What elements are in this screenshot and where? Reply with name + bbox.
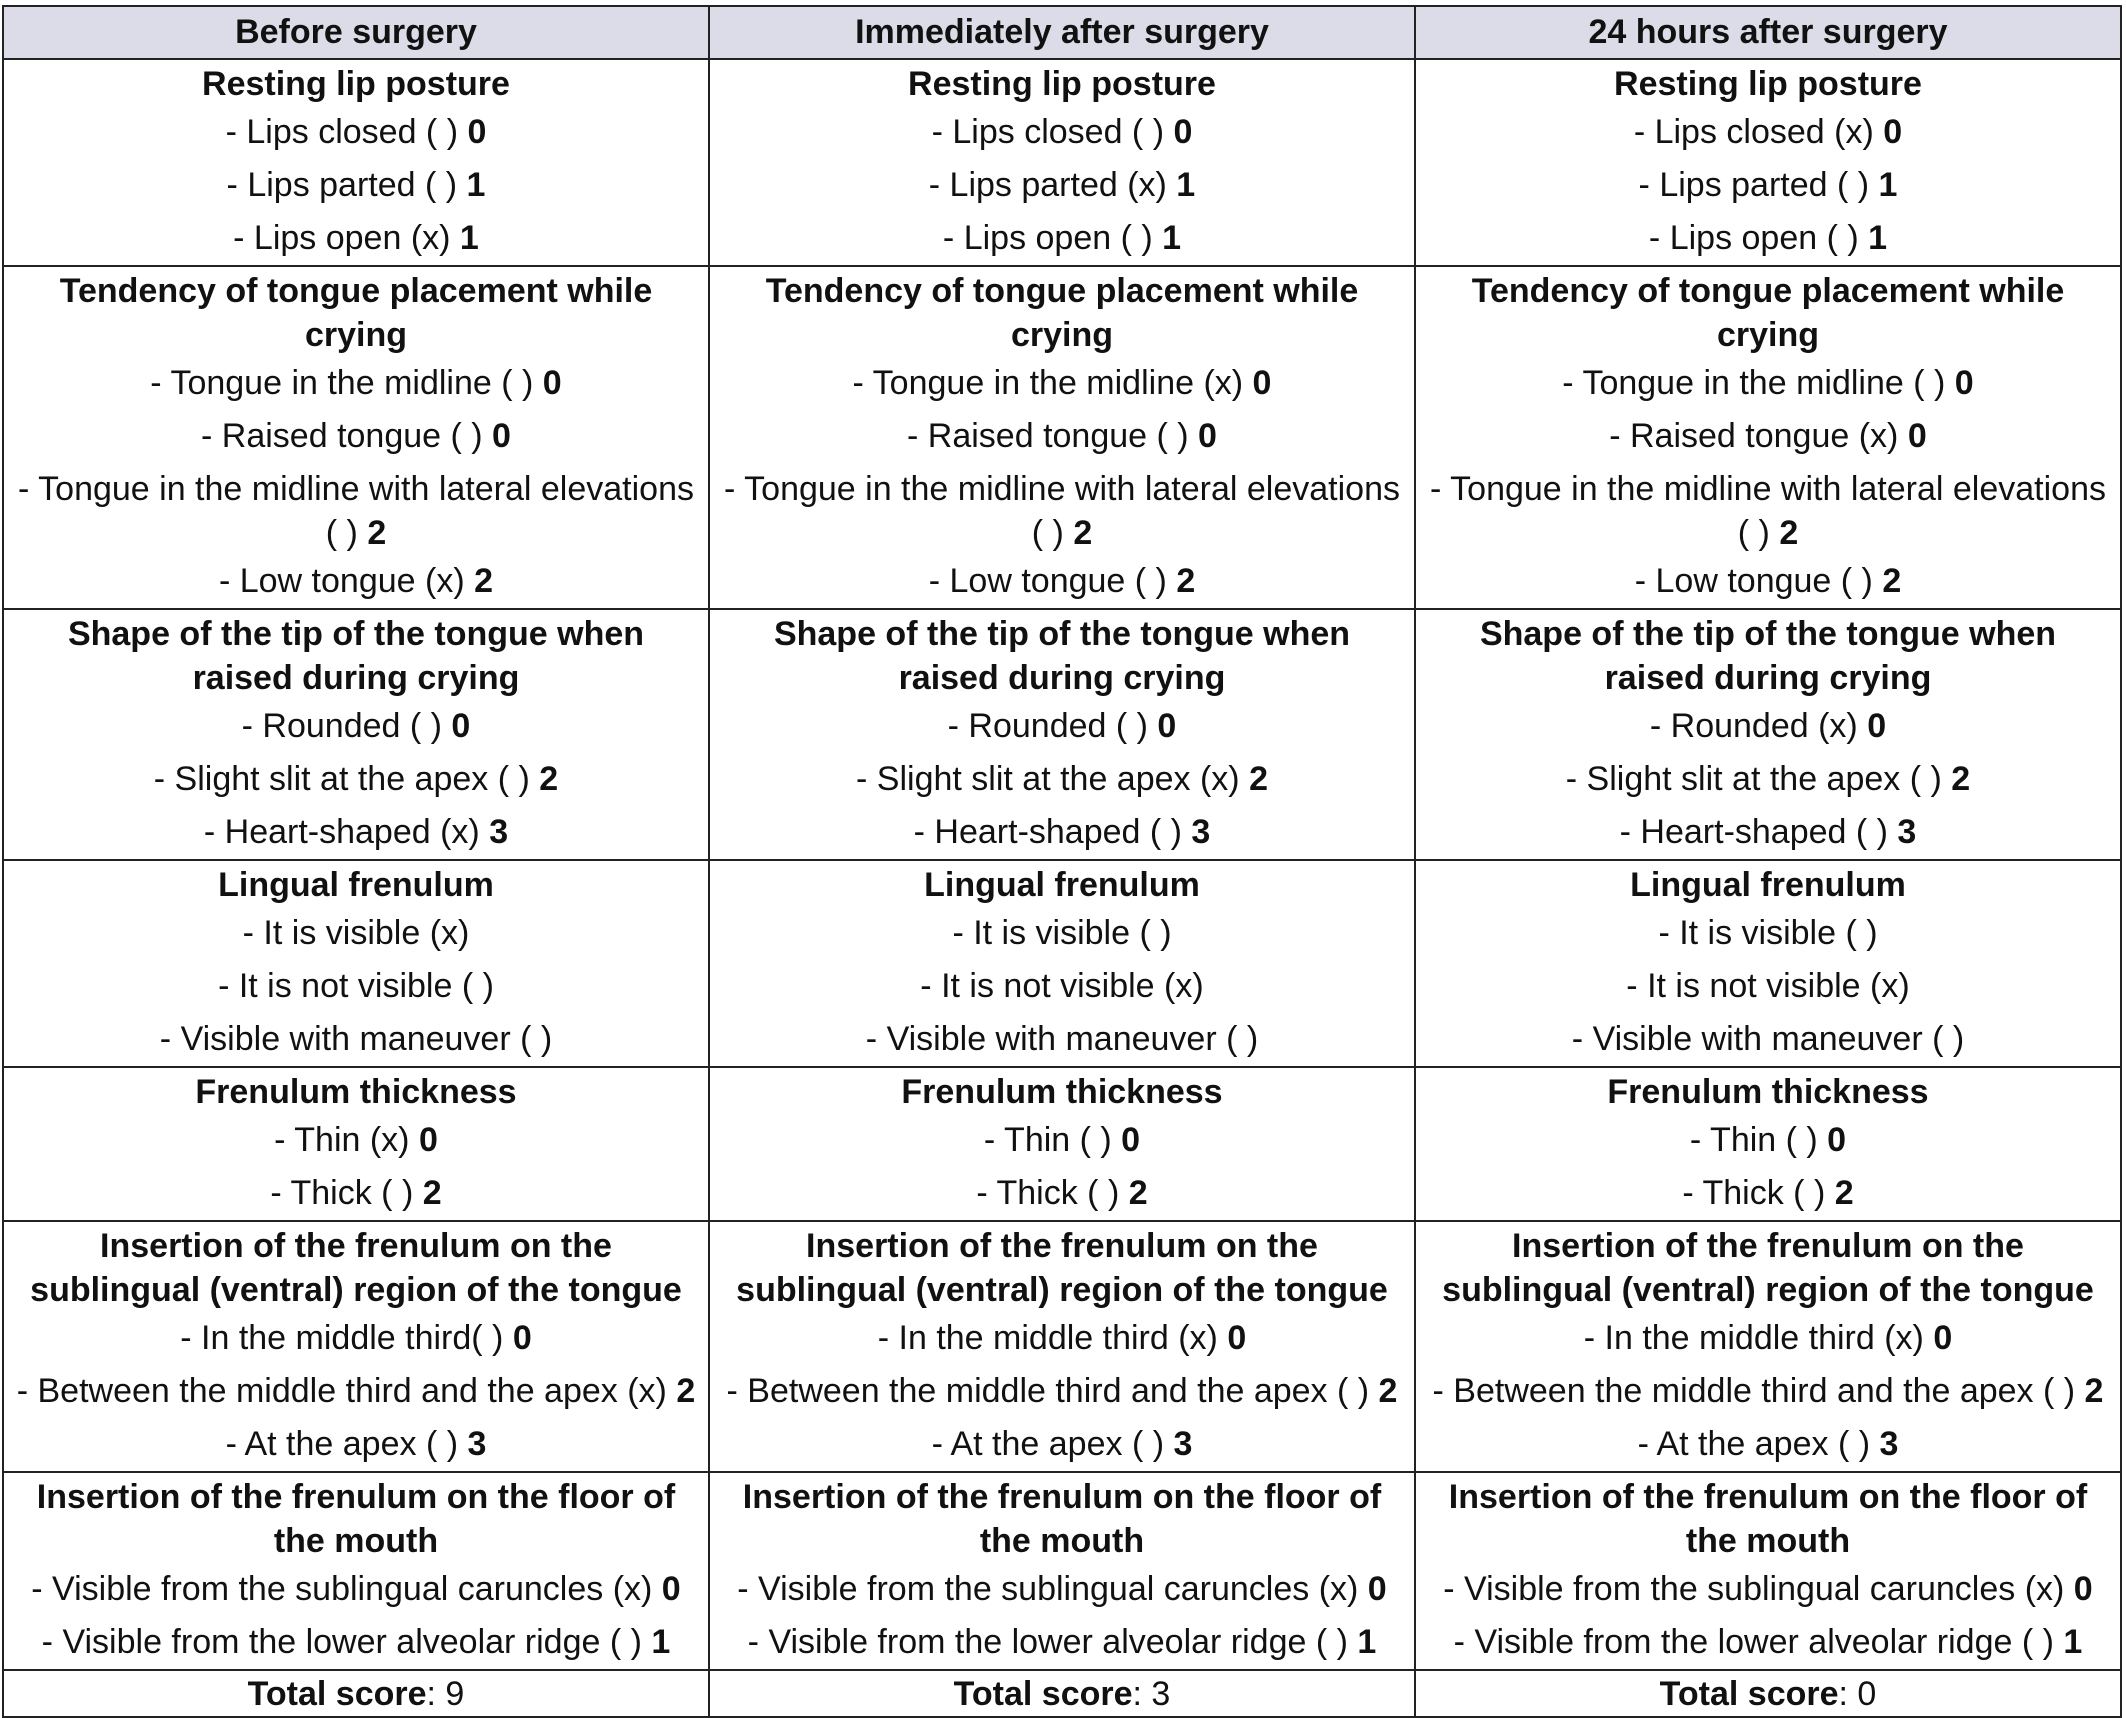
option-line bbox=[1428, 1167, 2108, 1220]
option-score: 0 bbox=[2073, 1570, 2093, 1608]
option-line bbox=[1428, 106, 2108, 159]
section-cell-24h-after bbox=[1415, 609, 2121, 860]
section-cell-before bbox=[3, 59, 709, 266]
section-cell-before bbox=[3, 1221, 709, 1472]
option-score: 1 bbox=[651, 1623, 671, 1661]
option-line bbox=[16, 1418, 696, 1471]
section-title: Frenulum thickness bbox=[1607, 1073, 1929, 1111]
option-text: - Thick ( ) bbox=[976, 1174, 1129, 1212]
option-score: 0 bbox=[1933, 1319, 1953, 1357]
section-row bbox=[3, 1067, 2121, 1221]
option-line bbox=[722, 1013, 1402, 1066]
option-line bbox=[722, 1167, 1402, 1220]
section-title: Tendency of tongue placement while crying bbox=[765, 272, 1359, 354]
option-score: 1 bbox=[1357, 1623, 1377, 1661]
option-score: 0 bbox=[512, 1319, 532, 1357]
total-row bbox=[3, 1670, 2121, 1717]
option-score: 3 bbox=[1879, 1425, 1899, 1463]
option-line bbox=[16, 700, 696, 753]
option-text: - Heart-shaped (x) bbox=[203, 813, 490, 851]
option-text: - Slight slit at the apex ( ) bbox=[1565, 760, 1952, 798]
option-text: - Thin ( ) bbox=[1689, 1121, 1828, 1159]
option-line bbox=[1428, 1563, 2108, 1616]
option-text: - Low tongue ( ) bbox=[1634, 562, 1883, 600]
option-text: - It is visible ( ) bbox=[1658, 914, 1878, 952]
option-score: 2 bbox=[367, 514, 387, 552]
option-line bbox=[722, 806, 1402, 859]
total-score-value: : 0 bbox=[1838, 1675, 1877, 1713]
section-cell-before bbox=[3, 1067, 709, 1221]
section-cell-before bbox=[3, 609, 709, 860]
option-line bbox=[722, 463, 1402, 555]
option-score: 0 bbox=[1827, 1121, 1847, 1159]
section-title: Frenulum thickness bbox=[901, 1073, 1223, 1111]
option-line bbox=[16, 555, 696, 608]
option-line bbox=[722, 700, 1402, 753]
option-score: 3 bbox=[467, 1425, 487, 1463]
option-line bbox=[722, 1114, 1402, 1167]
option-line bbox=[722, 212, 1402, 265]
section-cell-immediately-after bbox=[709, 59, 1415, 266]
section-title: Insertion of the frenulum on the sublingual (ventral) region of the tongue bbox=[30, 1227, 682, 1309]
option-score: 2 bbox=[539, 760, 559, 798]
option-score: 0 bbox=[1252, 364, 1272, 402]
option-score: 2 bbox=[1834, 1174, 1854, 1212]
option-line bbox=[722, 960, 1402, 1013]
option-score: 0 bbox=[1157, 707, 1177, 745]
option-line bbox=[1428, 753, 2108, 806]
section-title: Frenulum thickness bbox=[195, 1073, 517, 1111]
total-score-immediately-after bbox=[709, 1670, 1415, 1717]
option-text: - Tongue in the midline (x) bbox=[852, 364, 1253, 402]
option-text: - It is not visible ( ) bbox=[218, 967, 494, 1005]
option-text: - Rounded (x) bbox=[1649, 707, 1868, 745]
section-title: Insertion of the frenulum on the floor of the mouth bbox=[742, 1478, 1382, 1560]
section-cell-24h-after bbox=[1415, 59, 2121, 266]
option-line bbox=[16, 357, 696, 410]
option-score: 2 bbox=[1249, 760, 1268, 798]
option-text: - Visible with maneuver ( ) bbox=[1571, 1020, 1965, 1058]
option-line bbox=[16, 159, 696, 212]
option-line bbox=[1428, 700, 2108, 753]
option-line bbox=[16, 806, 696, 859]
total-score-24h-after bbox=[1415, 1670, 2121, 1717]
option-line bbox=[16, 1312, 696, 1365]
option-text: - Raised tongue ( ) bbox=[907, 417, 1199, 455]
option-score: 2 bbox=[474, 562, 494, 600]
option-score: 0 bbox=[451, 707, 471, 745]
option-line bbox=[16, 1563, 696, 1616]
option-line bbox=[1428, 1365, 2108, 1418]
section-cell-immediately-after bbox=[709, 1067, 1415, 1221]
option-score: 2 bbox=[1176, 562, 1196, 600]
table-body bbox=[3, 59, 2121, 1717]
header-row bbox=[3, 6, 2121, 59]
option-line bbox=[16, 212, 696, 265]
option-text: - Visible with maneuver ( ) bbox=[159, 1020, 553, 1058]
section-title: Shape of the tip of the tongue when raised during crying bbox=[773, 615, 1351, 697]
option-score: 0 bbox=[542, 364, 562, 402]
total-score-value: : 3 bbox=[1132, 1675, 1171, 1713]
option-text: - Thin ( ) bbox=[983, 1121, 1122, 1159]
option-line bbox=[722, 1418, 1402, 1471]
option-text: - Visible with maneuver ( ) bbox=[865, 1020, 1259, 1058]
option-line bbox=[1428, 907, 2108, 960]
section-cell-before bbox=[3, 266, 709, 609]
option-score: 0 bbox=[467, 113, 487, 151]
option-line bbox=[722, 1563, 1402, 1616]
option-line bbox=[16, 463, 696, 555]
section-row bbox=[3, 1221, 2121, 1472]
option-line bbox=[1428, 159, 2108, 212]
total-score-value: : 9 bbox=[426, 1675, 465, 1713]
option-score: 2 bbox=[2084, 1372, 2104, 1410]
option-text: - Visible from the lower alveolar ridge ( ) bbox=[747, 1623, 1358, 1661]
option-line bbox=[1428, 357, 2108, 410]
option-score: 0 bbox=[1883, 113, 1903, 151]
option-line bbox=[16, 410, 696, 463]
option-score: 0 bbox=[1867, 707, 1887, 745]
option-text: - Low tongue ( ) bbox=[928, 562, 1177, 600]
option-score: 2 bbox=[676, 1372, 696, 1410]
section-title: Resting lip posture bbox=[1614, 65, 1922, 103]
option-score: 1 bbox=[1868, 219, 1888, 257]
section-cell-24h-after bbox=[1415, 860, 2121, 1067]
option-line bbox=[722, 753, 1402, 806]
option-line bbox=[722, 159, 1402, 212]
option-text: - Heart-shaped ( ) bbox=[913, 813, 1192, 851]
option-text: - Visible from the sublingual caruncles (x) bbox=[737, 1570, 1368, 1608]
option-text: - Visible from the sublingual caruncles (x) bbox=[1443, 1570, 2074, 1608]
option-text: - Low tongue (x) bbox=[218, 562, 475, 600]
option-text: - Lips parted (x) bbox=[928, 166, 1177, 204]
option-text: - Lips open (x) bbox=[233, 219, 460, 257]
option-line bbox=[16, 753, 696, 806]
section-cell-immediately-after bbox=[709, 1472, 1415, 1670]
section-title: Lingual frenulum bbox=[924, 866, 1200, 904]
option-line bbox=[1428, 555, 2108, 608]
option-line bbox=[16, 1114, 696, 1167]
option-text: - Rounded ( ) bbox=[947, 707, 1158, 745]
total-score-label: Total score bbox=[1659, 1675, 1839, 1713]
option-score: 0 bbox=[492, 417, 511, 455]
section-title: Resting lip posture bbox=[202, 65, 510, 103]
option-line bbox=[1428, 1418, 2108, 1471]
surgery-score-table bbox=[2, 5, 2122, 1718]
option-text: - Heart-shaped ( ) bbox=[1619, 813, 1898, 851]
option-line bbox=[16, 1167, 696, 1220]
option-line bbox=[16, 1365, 696, 1418]
option-line bbox=[1428, 410, 2108, 463]
total-score-before bbox=[3, 1670, 709, 1717]
option-line bbox=[16, 960, 696, 1013]
section-row bbox=[3, 1472, 2121, 1670]
option-line bbox=[1428, 806, 2108, 859]
option-score: 0 bbox=[661, 1570, 681, 1608]
option-text: - Lips closed ( ) bbox=[931, 113, 1174, 151]
option-text: - Raised tongue ( ) bbox=[201, 417, 493, 455]
option-text: - Tongue in the midline ( ) bbox=[150, 364, 543, 402]
option-text: - At the apex ( ) bbox=[1637, 1425, 1880, 1463]
option-score: 1 bbox=[2063, 1623, 2083, 1661]
option-text: - Lips open ( ) bbox=[1648, 219, 1869, 257]
option-score: 2 bbox=[1779, 514, 1799, 552]
section-title: Shape of the tip of the tongue when raised during crying bbox=[1479, 615, 2057, 697]
option-score: 2 bbox=[422, 1174, 442, 1212]
option-line bbox=[16, 106, 696, 159]
option-text: - Visible from the lower alveolar ridge ( ) bbox=[1453, 1623, 2064, 1661]
option-text: - In the middle third (x) bbox=[877, 1319, 1228, 1357]
section-row bbox=[3, 609, 2121, 860]
option-score: 0 bbox=[1198, 417, 1217, 455]
option-line bbox=[722, 555, 1402, 608]
option-score: 1 bbox=[459, 219, 479, 257]
column-header-immediately-after: Immediately after surgery bbox=[709, 6, 1415, 59]
section-cell-immediately-after bbox=[709, 266, 1415, 609]
option-score: 1 bbox=[1162, 219, 1182, 257]
section-title: Resting lip posture bbox=[908, 65, 1216, 103]
option-line bbox=[722, 1616, 1402, 1669]
option-score: 3 bbox=[1173, 1425, 1193, 1463]
option-text: - It is not visible (x) bbox=[1626, 967, 1910, 1005]
section-title: Insertion of the frenulum on the sublingual (ventral) region of the tongue bbox=[1442, 1227, 2094, 1309]
option-score: 1 bbox=[1176, 166, 1196, 204]
section-title: Insertion of the frenulum on the sublingual (ventral) region of the tongue bbox=[736, 1227, 1388, 1309]
section-title: Insertion of the frenulum on the floor of the mouth bbox=[36, 1478, 676, 1560]
option-line bbox=[1428, 212, 2108, 265]
option-line bbox=[1428, 1616, 2108, 1669]
section-cell-24h-after bbox=[1415, 266, 2121, 609]
option-text: - Thick ( ) bbox=[270, 1174, 423, 1212]
option-line bbox=[16, 907, 696, 960]
option-score: 0 bbox=[1907, 417, 1927, 455]
option-text: - Tongue in the midline with lateral elevations ( ) bbox=[724, 470, 1400, 552]
option-text: - Rounded ( ) bbox=[241, 707, 452, 745]
option-line bbox=[722, 357, 1402, 410]
option-text: - Lips closed ( ) bbox=[225, 113, 468, 151]
option-text: - Between the middle third and the apex ( ) bbox=[726, 1372, 1379, 1410]
section-title: Tendency of tongue placement while crying bbox=[1471, 272, 2065, 354]
option-line bbox=[1428, 463, 2108, 555]
option-score: 0 bbox=[418, 1121, 438, 1159]
section-cell-24h-after bbox=[1415, 1221, 2121, 1472]
option-line bbox=[722, 907, 1402, 960]
option-score: 0 bbox=[1227, 1319, 1247, 1357]
section-row bbox=[3, 860, 2121, 1067]
option-score: 2 bbox=[1128, 1174, 1148, 1212]
option-score: 1 bbox=[1878, 166, 1898, 204]
section-cell-immediately-after bbox=[709, 1221, 1415, 1472]
option-text: - At the apex ( ) bbox=[931, 1425, 1174, 1463]
option-score: 2 bbox=[1882, 562, 1902, 600]
option-text: - It is visible ( ) bbox=[952, 914, 1172, 952]
option-text: - Tongue in the midline with lateral elevations ( ) bbox=[1430, 470, 2106, 552]
column-header-before: Before surgery bbox=[3, 6, 709, 59]
option-line bbox=[1428, 1114, 2108, 1167]
section-cell-immediately-after bbox=[709, 609, 1415, 860]
option-line bbox=[16, 1013, 696, 1066]
option-text: - Between the middle third and the apex (x) bbox=[16, 1372, 677, 1410]
section-cell-before bbox=[3, 1472, 709, 1670]
option-score: 3 bbox=[1191, 813, 1211, 851]
option-line bbox=[1428, 1013, 2108, 1066]
option-line bbox=[722, 1365, 1402, 1418]
option-score: 2 bbox=[1073, 514, 1093, 552]
option-text: - It is visible (x) bbox=[242, 914, 470, 952]
section-cell-24h-after bbox=[1415, 1067, 2121, 1221]
option-text: - It is not visible (x) bbox=[920, 967, 1204, 1005]
option-score: 0 bbox=[1367, 1570, 1387, 1608]
option-line bbox=[722, 106, 1402, 159]
section-cell-before bbox=[3, 860, 709, 1067]
total-score-label: Total score bbox=[953, 1675, 1133, 1713]
option-text: - Lips parted ( ) bbox=[226, 166, 467, 204]
option-text: - Tongue in the midline ( ) bbox=[1562, 364, 1955, 402]
section-title: Lingual frenulum bbox=[1630, 866, 1906, 904]
option-score: 0 bbox=[1954, 364, 1974, 402]
option-line bbox=[722, 1312, 1402, 1365]
option-score: 3 bbox=[1897, 813, 1917, 851]
option-text: - In the middle third (x) bbox=[1583, 1319, 1934, 1357]
section-title: Shape of the tip of the tongue when raised during crying bbox=[67, 615, 645, 697]
option-score: 2 bbox=[1951, 760, 1971, 798]
option-line bbox=[1428, 1312, 2108, 1365]
option-text: - Visible from the sublingual caruncles (x) bbox=[31, 1570, 662, 1608]
option-score: 1 bbox=[466, 166, 486, 204]
option-text: - Thin (x) bbox=[274, 1121, 419, 1159]
option-score: 0 bbox=[1121, 1121, 1141, 1159]
option-text: - Visible from the lower alveolar ridge ( ) bbox=[41, 1623, 652, 1661]
option-line bbox=[722, 410, 1402, 463]
option-line bbox=[16, 1616, 696, 1669]
option-text: - Slight slit at the apex (x) bbox=[856, 760, 1250, 798]
option-text: - At the apex ( ) bbox=[225, 1425, 468, 1463]
column-header-24h-after: 24 hours after surgery bbox=[1415, 6, 2121, 59]
section-cell-immediately-after bbox=[709, 860, 1415, 1067]
total-score-label: Total score bbox=[247, 1675, 427, 1713]
section-cell-24h-after bbox=[1415, 1472, 2121, 1670]
option-text: - Lips open ( ) bbox=[942, 219, 1163, 257]
option-text: - Lips parted ( ) bbox=[1638, 166, 1879, 204]
option-score: 2 bbox=[1378, 1372, 1398, 1410]
option-line bbox=[1428, 960, 2108, 1013]
option-text: - Raised tongue (x) bbox=[1609, 417, 1908, 455]
option-text: - Tongue in the midline with lateral elevations ( ) bbox=[18, 470, 694, 552]
option-text: - Thick ( ) bbox=[1682, 1174, 1835, 1212]
section-row bbox=[3, 59, 2121, 266]
section-title: Tendency of tongue placement while crying bbox=[59, 272, 653, 354]
section-title: Lingual frenulum bbox=[218, 866, 494, 904]
option-score: 0 bbox=[1173, 113, 1193, 151]
option-text: - Between the middle third and the apex ( ) bbox=[1432, 1372, 2085, 1410]
option-text: - In the middle third( ) bbox=[180, 1319, 513, 1357]
section-title: Insertion of the frenulum on the floor of the mouth bbox=[1448, 1478, 2088, 1560]
option-score: 3 bbox=[489, 813, 509, 851]
option-text: - Slight slit at the apex ( ) bbox=[153, 760, 540, 798]
section-row bbox=[3, 266, 2121, 609]
option-text: - Lips closed (x) bbox=[1633, 113, 1884, 151]
